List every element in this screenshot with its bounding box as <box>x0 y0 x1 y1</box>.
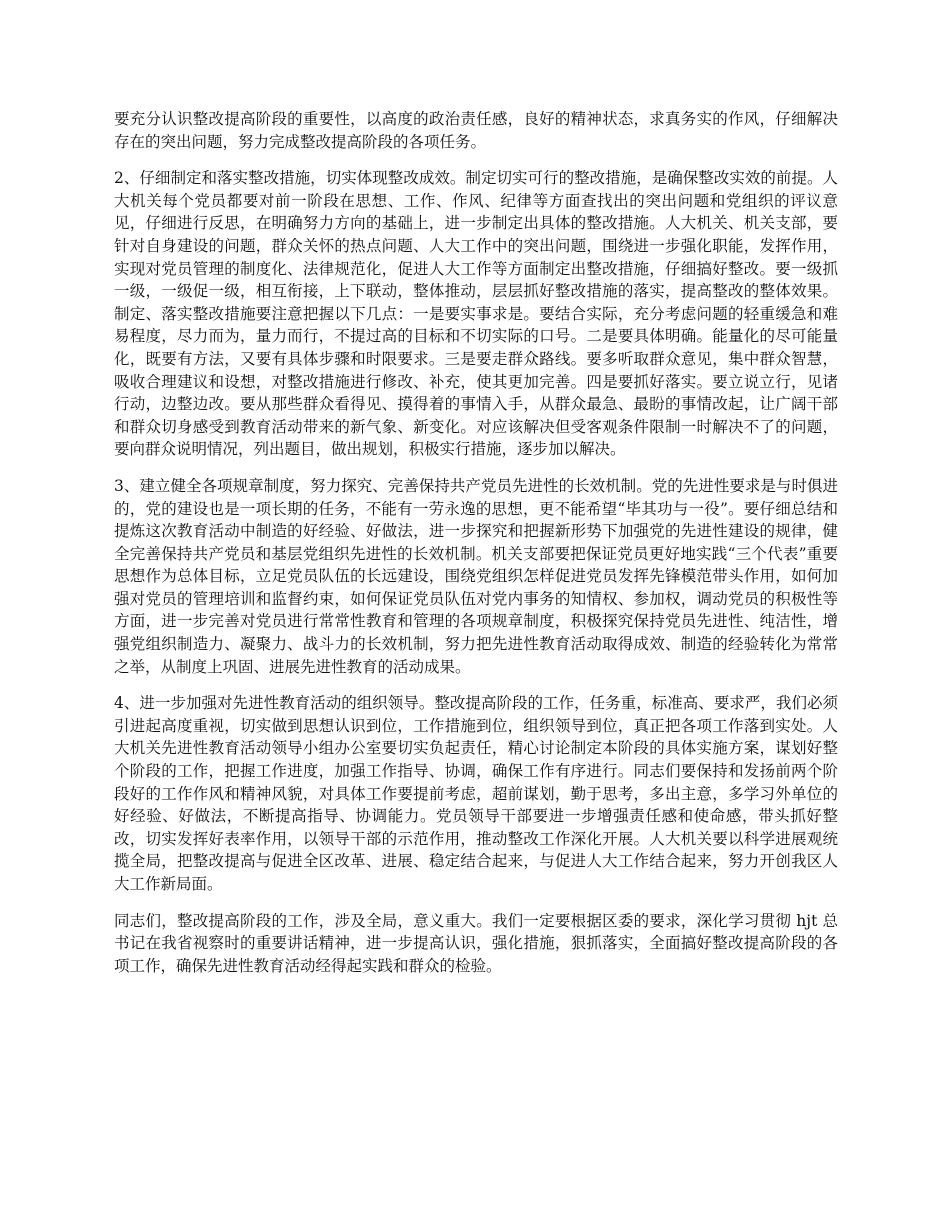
paragraph-item-4: 4、进一步加强对先进性教育活动的组织领导。整改提高阶段的工作，任务重，标准高、要求严，我们必须引进起高度重视，切实做到思想认识到位，工作措施到位，组织领导到位，真正把各项工作落到实处。人大机关先进性教育活动领导小组办公室要切实负起责任，精心讨论制定本阶段的具体实施方案，谋划好整个阶段的工作，把握工作进度，加强工作指导、协调，确保工作有序进行。同志们要保持和发扬前两个阶段好的工作作风和精神风貌，对具体工作要提前考虑，超前谋划，勤于思考，多出主意，多学习外单位的好经验、好做法，不断提高指导、协调能力。党员领导干部要进一步增强责任感和使命感，带头抓好整改，切实发挥好表率作用，以领导干部的示范作用，推动整改工作深化开展。人大机关要以科学进展观统揽全局，把整改提高与促进全区改革、进展、稳定结合起来，与促进人大工作结合起来，努力开创我区人大工作新局面。 <box>114 694 838 893</box>
document-body <box>114 108 838 991</box>
paragraph-closing: 同志们，整改提高阶段的工作，涉及全局，意义重大。我们一定要根据区委的要求，深化学习贯彻 hjt 总书记在我省视察时的重要讲话精神，进一步提高认识，强化措施，狠抓落实，全面搞好整改提高阶段的各项工作，确保先进性教育活动经得起实践和群众的检验。 <box>114 911 838 975</box>
paragraph-item-2: 2、仔细制定和落实整改措施，切实体现整改成效。制定切实可行的整改措施，是确保整改实效的前提。人大机关每个党员都要对前一阶段在思想、工作、作风、纪律等方面查找出的突出问题和党组织的评议意见，仔细进行反思，在明确努力方向的基础上，进一步制定出具体的整改措施。人大机关、机关支部，要针对自身建设的问题，群众关怀的热点问题、人大工作中的突出问题，围绕进一步强化职能，发挥作用，实现对党员管理的制度化、法律规范化，促进人大工作等方面制定出整改措施，仔细搞好整改。要一级抓一级，一级促一级，相互衔接，上下联动，整体推动，层层抓好整改措施的落实，提高整改的整体效果。制定、落实整改措施要注意把握以下几点：一是要实事求是。要结合实际，充分考虑问题的轻重缓急和难易程度，尽力而为，量力而行，不提过高的目标和不切实际的口号。二是要具体明确。能量化的尽可能量化，既要有方法，又要有具体步骤和时限要求。三是要走群众路线。要多听取群众意见，集中群众智慧，吸收合理建议和设想，对整改措施进行修改、补充，使其更加完善。四是要抓好落实。要立说立行，见诸行动，边整边改。要从那些群众看得见、摸得着的事情入手，从群众最急、最盼的事情改起，让广阔干部和群众切身感受到教育活动带来的新气象、新变化。对应该解决但受客观条件限制一时解决不了的问题，要向群众说明情况，列出题目，做出规划，积极实行措施，逐步加以解决。 <box>114 169 838 459</box>
paragraph-intro: 要充分认识整改提高阶段的重要性，以高度的政治责任感，良好的精神状态，求真务实的作风，仔细解决存在的突出问题，努力完成整改提高阶段的各项任务。 <box>114 110 838 151</box>
paragraph-item-3: 3、建立健全各项规章制度，努力探究、完善保持共产党员先进性的长效机制。党的先进性要求是与时俱进的，党的建设也是一项长期的任务，不能有一劳永逸的思想，更不能希望“毕其功与一役”。要仔细总结和提炼这次教育活动中制造的好经验、好做法，进一步探究和把握新形势下加强党的先进性建设的规律，健全完善保持共产党员和基层党组织先进性的长效机制。机关支部要把保证党员更好地实践“三个代表”重要思想作为总体目标，立足党员队伍的长远建设，围绕党组织怎样促进党员发挥先锋模范带头作用，如何加强对党员的管理培训和监督约束，如何保证党员队伍对党内事务的知情权、参加权，调动党员的积极性等方面，进一步完善对党员进行常常性教育和管理的各项规章制度，积极探究保持党员先进性、纯洁性，增强党组织制造力、凝聚力、战斗力的长效机制，努力把先进性教育活动取得成效、制造的经验转化为常常之举，从制度上巩固、进展先进性教育的活动成果。 <box>114 476 838 676</box>
